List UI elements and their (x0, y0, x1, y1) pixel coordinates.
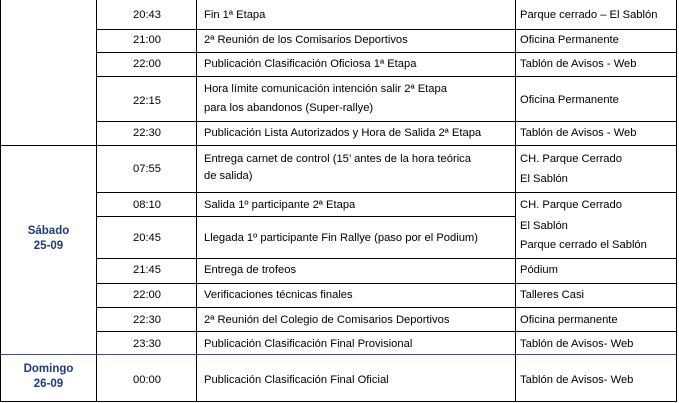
row-event-line: para los abandonos (Super-rallye) (204, 102, 374, 114)
row-place: Tablón de Avisos - Web (520, 127, 637, 139)
row-place-line: El Sablón (520, 220, 568, 232)
row-place: Tablón de Avisos - Web (520, 58, 637, 70)
row-event: Llegada 1º participante Fin Rallye (paso por el Podium) (204, 232, 478, 244)
row-place: Talleres Casi (520, 289, 585, 301)
row-time: 22:15 (133, 95, 161, 107)
row-place: Tablón de Avisos- Web (520, 374, 634, 386)
row-event: Publicación Lista Autorizados y Hora de Salida 2ª Etapa (204, 127, 482, 139)
day-date: 26-09 (33, 378, 64, 390)
row-divider (97, 76, 676, 77)
row-event-line: Hora límite comunicación intención salir 2ª Etapa (204, 83, 447, 95)
row-divider (97, 29, 676, 30)
row-event: Fin 1ª Etapa (204, 9, 266, 21)
day-divider (0, 145, 676, 146)
row-divider (97, 331, 676, 332)
row-event: 2ª Reunión de los Comisarios Deportivos (204, 34, 408, 46)
row-place-line: CH. Parque Cerrado (520, 199, 622, 211)
row-divider (97, 121, 676, 122)
row-event: Salida 1º participante 2ª Etapa (204, 199, 356, 211)
row-place: Parque cerrado el Sablón (520, 239, 647, 251)
day-name: Domingo (23, 363, 74, 375)
row-event: 2ª Reunión del Colegio de Comisarios Deportivos (204, 314, 450, 326)
row-divider (97, 52, 676, 53)
row-event: Publicación Clasificación Final Oficial (204, 374, 389, 386)
table-bottom-border (0, 401, 676, 402)
row-event: Entrega de trofeos (204, 264, 297, 276)
row-divider (97, 216, 515, 217)
left-border (0, 0, 1, 402)
event-column-border (515, 0, 516, 402)
row-event-line: de salida) (204, 170, 253, 182)
row-event: Publicación Clasificación Oficiosa 1ª Etapa (204, 58, 417, 70)
row-place: Tablón de Avisos- Web (520, 338, 634, 350)
row-place-line: El Sablón (520, 173, 568, 185)
row-time: 07:55 (133, 163, 161, 175)
day-label-sunday (1, 362, 96, 392)
time-column-border (196, 0, 197, 402)
row-divider (97, 258, 676, 259)
row-divider (97, 192, 676, 193)
row-time: 00:00 (133, 374, 161, 386)
row-time: 22:30 (133, 127, 161, 139)
day-name: Sábado (27, 225, 70, 237)
row-divider (97, 307, 676, 308)
day-divider (0, 354, 676, 355)
right-border (676, 0, 677, 402)
row-divider (97, 283, 676, 284)
row-time: 21:45 (133, 264, 161, 276)
row-place: Oficina permanente (520, 314, 618, 326)
row-time: 22:30 (133, 314, 161, 326)
row-time: 08:10 (133, 199, 161, 211)
row-place-line: CH. Parque Cerrado (520, 153, 622, 165)
row-place: Parque cerrado – El Sablón (520, 9, 658, 21)
row-time: 20:43 (133, 9, 161, 21)
row-event-line: Entrega carnet de control (15’ antes de la hora teórica (204, 153, 472, 165)
row-time: 22:00 (133, 58, 161, 70)
row-time: 21:00 (133, 34, 161, 46)
day-date: 25-09 (33, 240, 64, 252)
row-event: Verificaciones técnicas finales (204, 289, 353, 301)
row-place: Pódium (520, 264, 558, 276)
row-time: 22:00 (133, 289, 161, 301)
row-place: Oficina Permanente (520, 34, 619, 46)
day-column-border (96, 0, 97, 402)
row-time: 23:30 (133, 338, 161, 350)
day-label-saturday (1, 224, 96, 254)
row-place: Oficina Permanente (520, 94, 619, 106)
row-event: Publicación Clasificación Final Provisional (204, 338, 413, 350)
row-time: 20:45 (133, 232, 161, 244)
